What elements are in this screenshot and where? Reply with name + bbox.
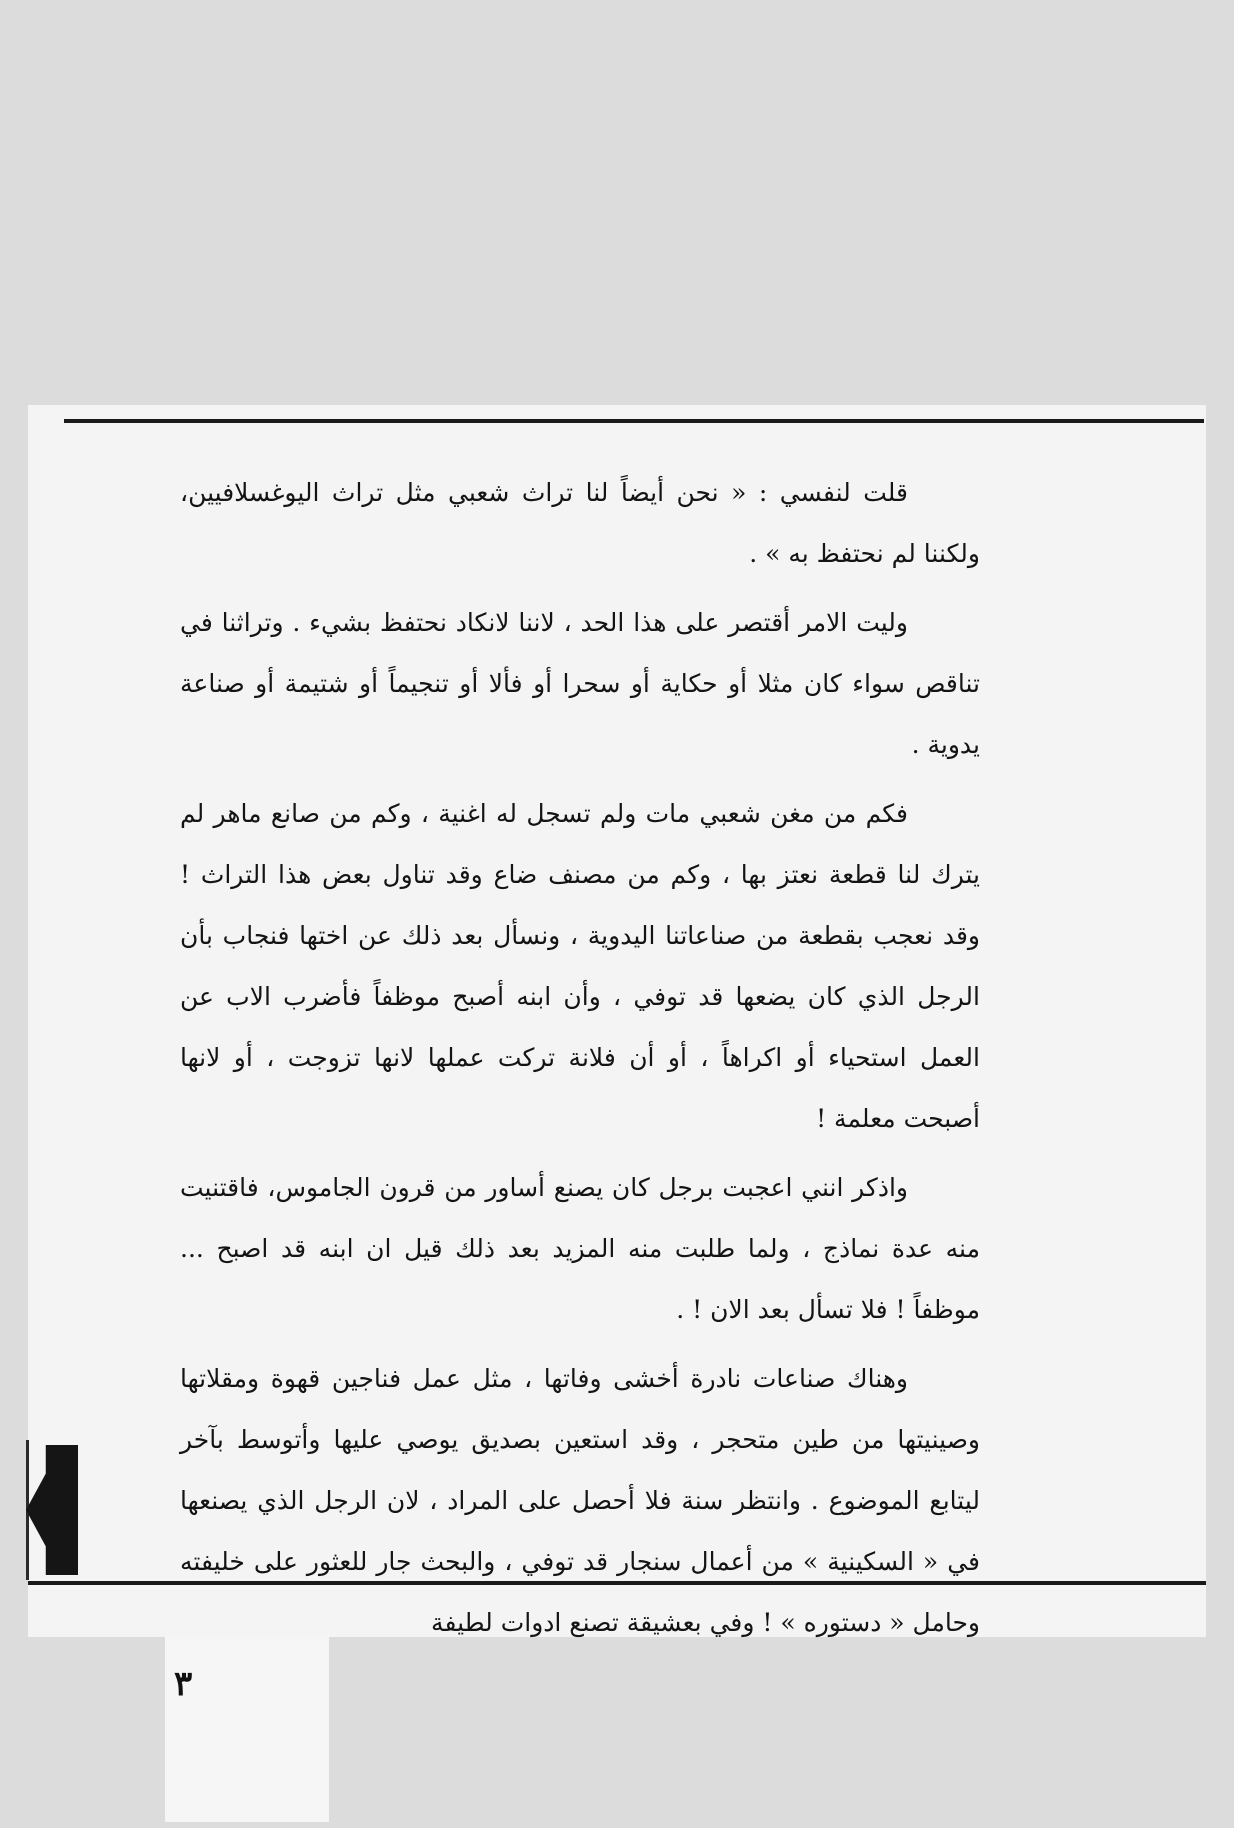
paragraph: وهناك صناعات نادرة أخشى وفاتها ، مثل عمل فناجين قهوة ومقلاتها وصينيتها من طين متحجر ، وقد استعين بصديق يوصي عليها وأتوسط بآخر ليتابع الموضوع . وانتظر سنة فلا أحصل على المراد ، لان الرجل الذي يصنعها في « السكينية » من أعمال سنجار قد توفي ، والبحث جار للعثور على خليفته وحامل « دستوره » ! وفي بعشيقة تصنع ادوات لطيفة [180,1364,980,1637]
paragraph: قلت لنفسي : « نحن أيضاً لنا تراث شعبي مثل تراث اليوغسلافيين، ولكننا لم نحتفظ به » . [180,478,980,568]
bottom-rule [28,1581,1206,1585]
page-number: ٣ [174,1664,193,1704]
top-rule [64,419,1204,423]
body-text [180,462,980,1661]
paragraph: واذكر انني اعجبت برجل كان يصنع أساور من قرون الجاموس، فاقتنيت منه عدة نماذج ، ولما طلبت منه المزيد بعد ذلك قيل ان ابنه قد اصبح ... موظفاً ! فلا تسأل بعد الان ! . [180,1173,980,1324]
paragraph: وليت الامر أقتصر على هذا الحد ، لاننا لانكاد نحتفظ بشيء . وتراثنا في تناقص سواء كان مثلا أو حكاية أو سحرا أو فألا أو تنجيماً أو شتيمة أو صناعة يدوية . [180,608,980,759]
paragraph: فكم من مغن شعبي مات ولم تسجل له اغنية ، وكم من صانع ماهر لم يترك لنا قطعة نعتز بها ، وكم من مصنف ضاع وقد تناول بعض هذا التراث ! وقد نعجب بقطعة من صناعاتنا اليدوية ، ونسأل بعد ذلك عن اختها فنجاب بأن الرجل الذي كان يضعها قد توفي ، وأن ابنه أصبح موظفاً فأضرب الاب عن العمل استحياء أو اكراهاً ، أو أن فلانة تركت عملها لانها تزوجت ، أو لانها أصبحت معلمة ! [180,799,980,1133]
